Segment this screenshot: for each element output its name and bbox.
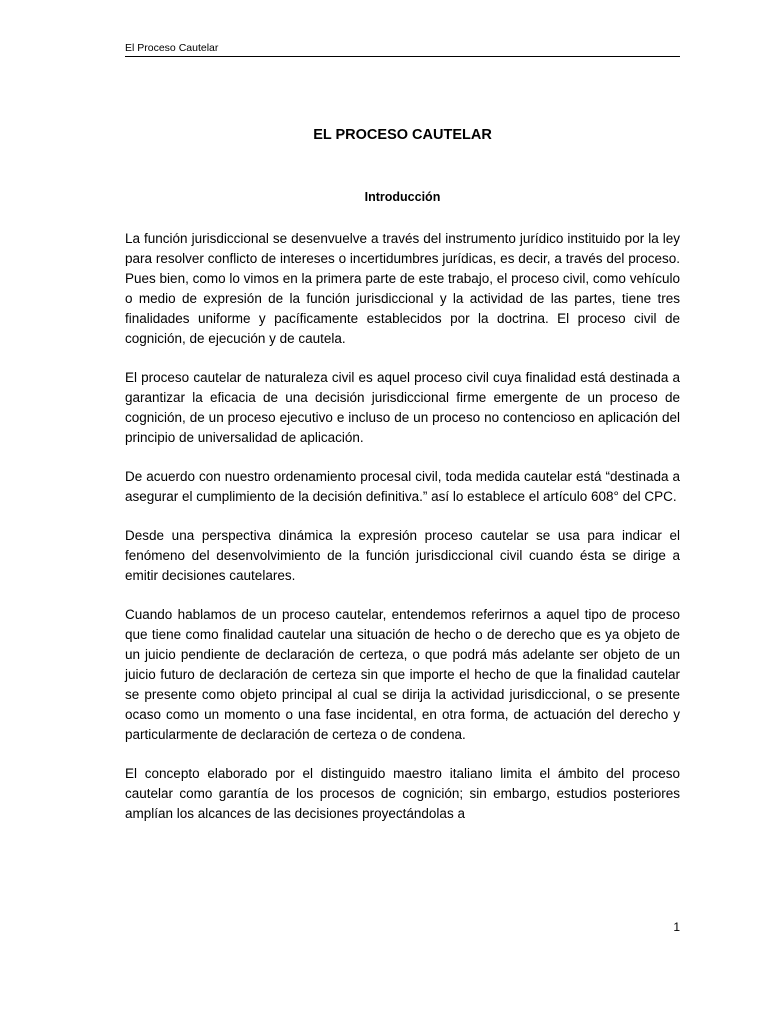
page-number: 1 bbox=[673, 920, 680, 934]
paragraph-6: El concepto elaborado por el distinguido maestro italiano limita el ámbito del proceso cautelar como garantía de los procesos de cognición; sin embargo, estudios posteriores amplían los alcances de las decisiones proyectándolas a bbox=[125, 766, 680, 821]
paragraph-4: Desde una perspectiva dinámica la expresión proceso cautelar se usa para indicar el fenómeno del desenvolvimiento de la función jurisdiccional civil cuando ésta se dirige a emitir decisiones cautelares. bbox=[125, 528, 680, 583]
body-text bbox=[125, 229, 680, 843]
paragraph-3: De acuerdo con nuestro ordenamiento procesal civil, toda medida cautelar está “destinada a asegurar el cumplimiento de la decisión definitiva.” así lo establece el artículo 608° del CPC. bbox=[125, 469, 680, 504]
paragraph-2: El proceso cautelar de naturaleza civil es aquel proceso civil cuya finalidad está destinada a garantizar la eficacia de una decisión jurisdiccional firme emergente de un proceso de cognición, de un proceso ejecutivo e incluso de un proceso no contencioso en aplicación del principio de universalidad de aplicación. bbox=[125, 370, 680, 445]
paragraph-5: Cuando hablamos de un proceso cautelar, entendemos referirnos a aquel tipo de proceso que tiene como finalidad cautelar una situación de hecho o de derecho que es ya objeto de un juicio pendiente de declaración de certeza, o que podrá más adelante ser objeto de un juicio futuro de declaración de certeza sin que importe el hecho de que la finalidad cautelar se presente como objeto principal al cual se dirija la actividad jurisdiccional, o se presente ocaso como un momento o una fase incidental, en otra forma, de actuación del derecho y particularmente de declaración de certeza o de condena. bbox=[125, 607, 680, 742]
section-heading: Introducción bbox=[364, 190, 441, 204]
paragraph-1: La función jurisdiccional se desenvuelve a través del instrumento jurídico instituido por la ley para resolver conflicto de intereses o incertidumbres jurídicas, es decir, a través del proceso. Pues bien, como lo vimos en la primera parte de este trabajo, el proceso civil, como vehículo o medio de expresión de la función jurisdiccional y la actividad de las partes, tiene tres finalidades uniforme y pacíficamente establecidos por la doctrina. El proceso civil de cognición, de ejecución y de cautela. bbox=[125, 231, 680, 346]
document-title: EL PROCESO CAUTELAR bbox=[313, 127, 492, 143]
running-header: El Proceso Cautelar bbox=[125, 42, 680, 57]
